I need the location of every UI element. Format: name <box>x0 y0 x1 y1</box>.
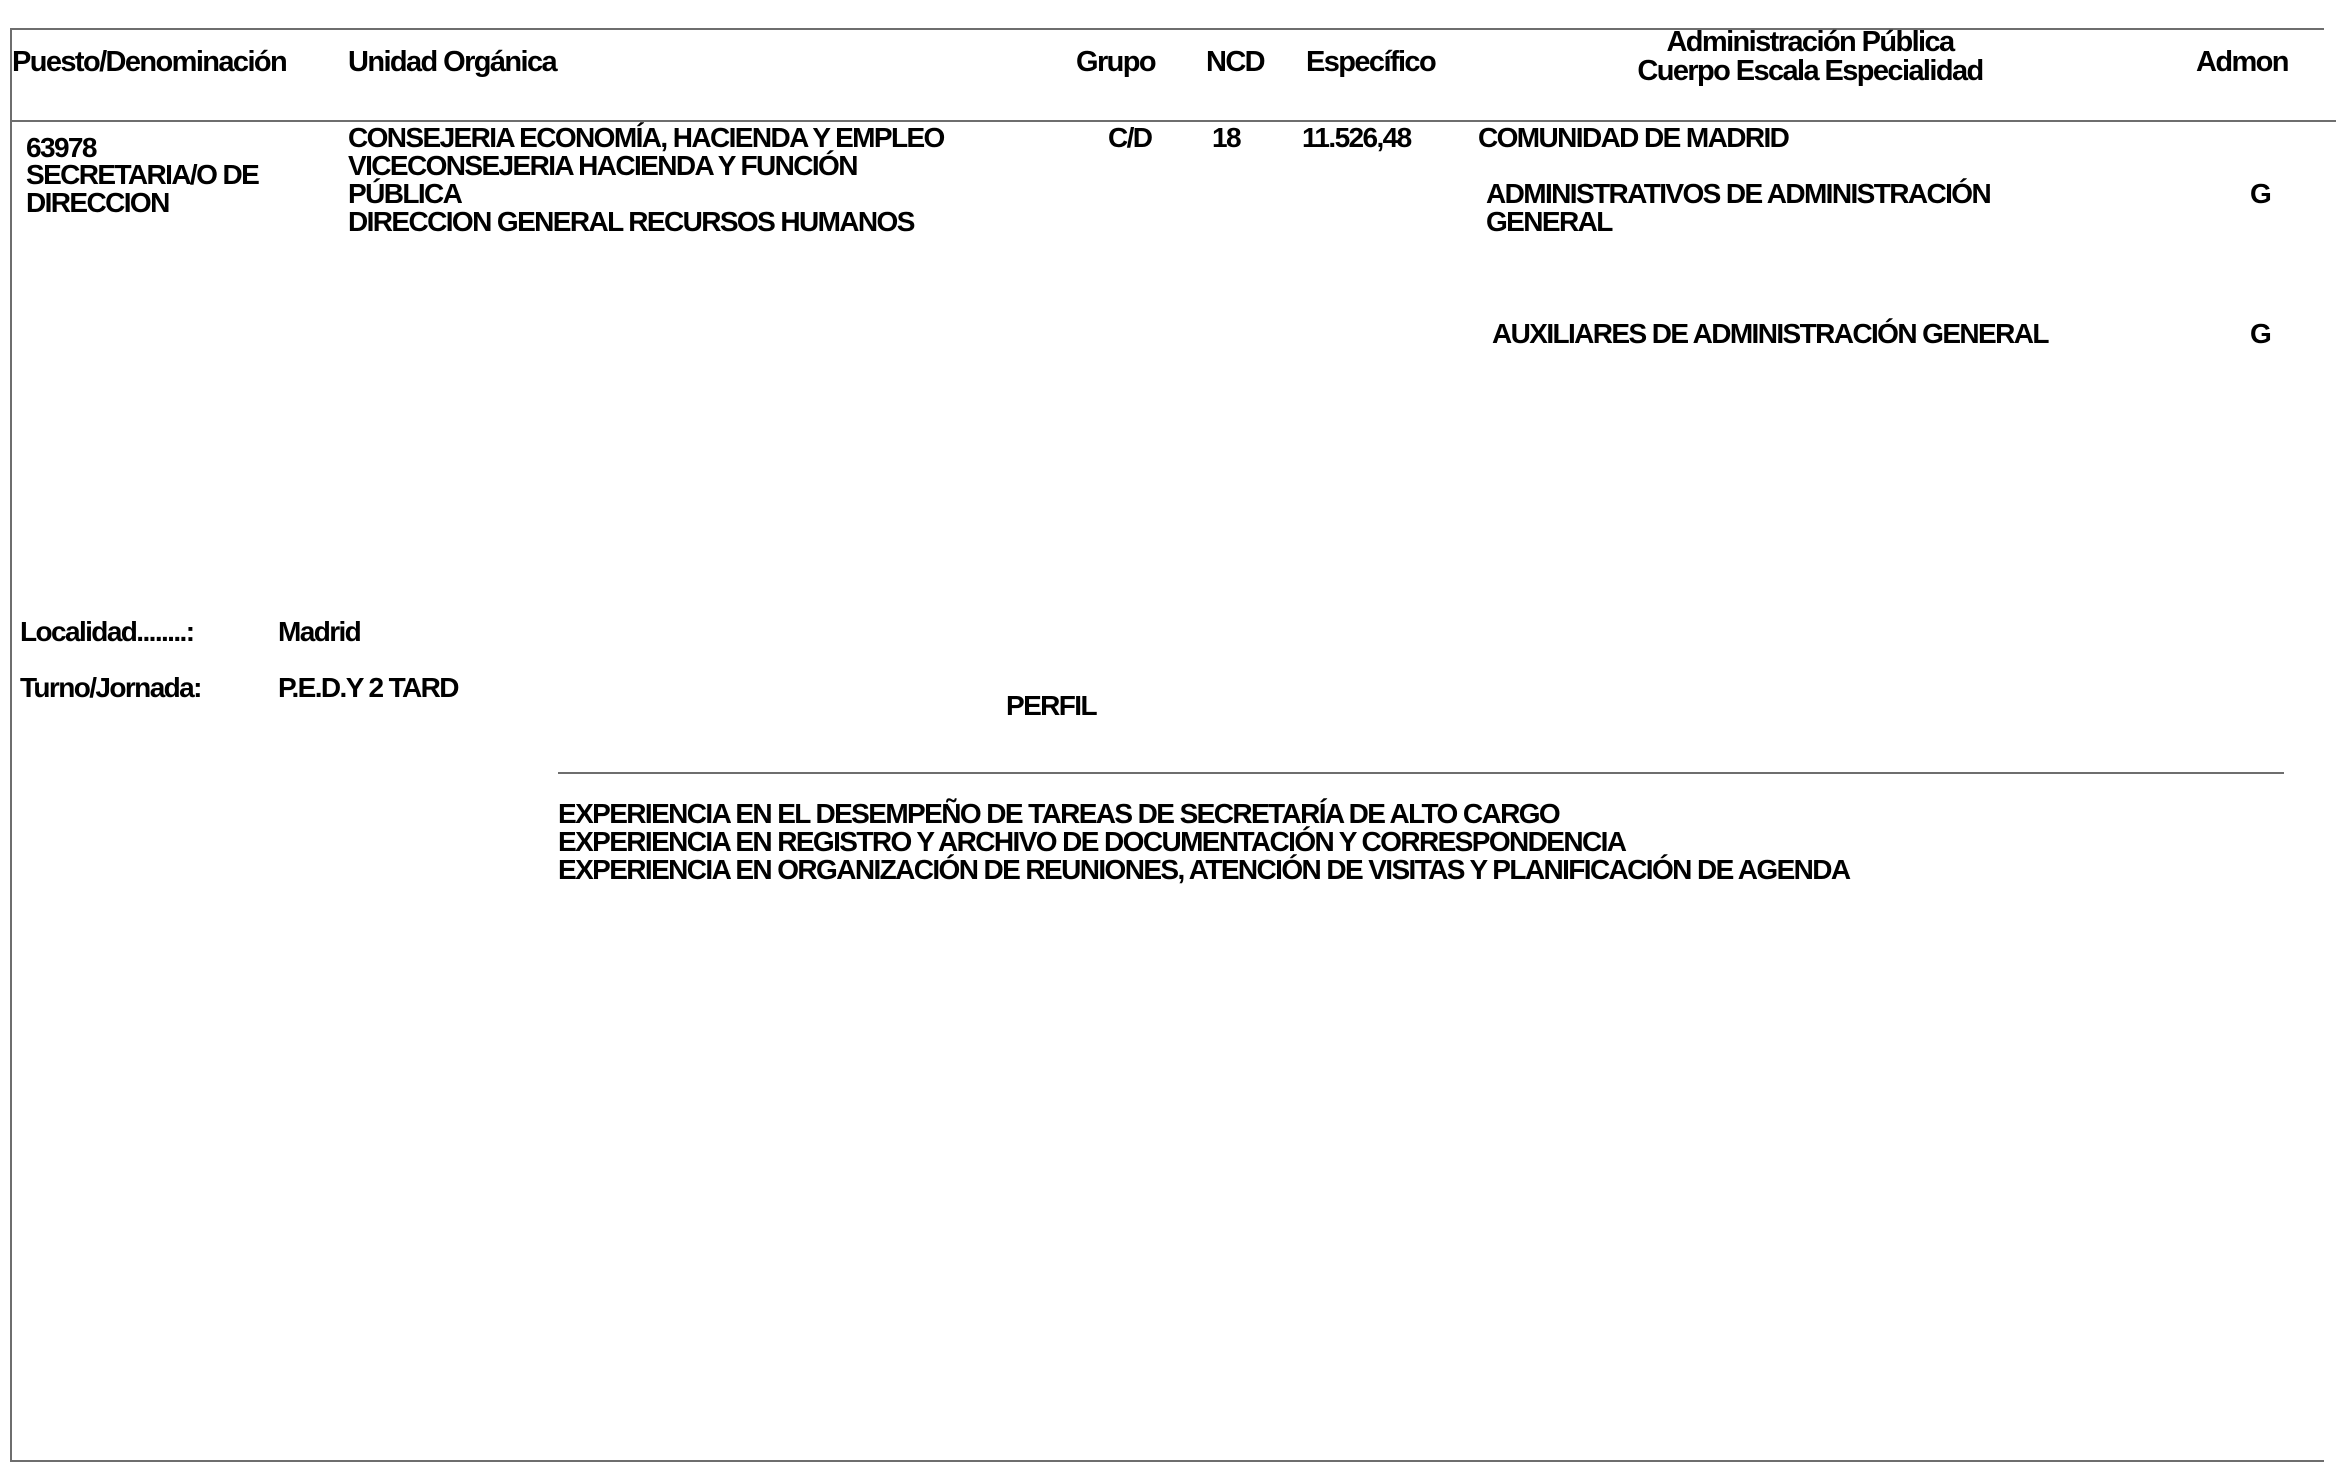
record-grupo: C/D <box>1108 122 1152 153</box>
document-frame <box>10 28 2324 1462</box>
header-admin-line1: Administración Pública <box>1666 26 1954 58</box>
record-unidad-line: CONSEJERIA ECONOMÍA, HACIENDA Y EMPLEO <box>348 122 944 153</box>
perfil-title: PERFIL <box>1006 690 1096 721</box>
header-unidad: Unidad Orgánica <box>348 46 557 78</box>
perfil-line: EXPERIENCIA EN ORGANIZACIÓN DE REUNIONES, ATENCIÓN DE VISITAS Y PLANIFICACIÓN DE AGENDA <box>558 854 1850 885</box>
record-ncd: 18 <box>1212 122 1240 153</box>
header-grupo: Grupo <box>1076 46 1155 78</box>
record-unidad-line: VICECONSEJERIA HACIENDA Y FUNCIÓN <box>348 150 857 181</box>
record-cuerpo-line1: ADMINISTRATIVOS DE ADMINISTRACIÓN <box>1486 178 1991 209</box>
header-admon: Admon <box>2196 46 2288 78</box>
record-denominacion-line2: DIRECCION <box>26 187 169 218</box>
perfil-line: EXPERIENCIA EN EL DESEMPEÑO DE TAREAS DE SECRETARÍA DE ALTO CARGO <box>558 798 1560 829</box>
header-puesto: Puesto/Denominación <box>12 46 287 78</box>
header-administracion <box>1560 28 2060 86</box>
record-administracion: COMUNIDAD DE MADRID <box>1478 122 1789 153</box>
record-cuerpo-line2: GENERAL <box>1486 206 1612 237</box>
record-unidad-line: DIRECCION GENERAL RECURSOS HUMANOS <box>348 206 914 237</box>
localidad-value: Madrid <box>278 616 361 647</box>
header-admin-line2: Cuerpo Escala Especialidad <box>1637 55 1983 87</box>
record-cuerpo-line1: AUXILIARES DE ADMINISTRACIÓN GENERAL <box>1492 318 2048 349</box>
perfil-line: EXPERIENCIA EN REGISTRO Y ARCHIVO DE DOCUMENTACIÓN Y CORRESPONDENCIA <box>558 826 1626 857</box>
localidad-label: Localidad........: <box>20 616 194 647</box>
perfil-divider <box>558 772 2284 774</box>
turno-value: P.E.D.Y 2 TARD <box>278 672 458 703</box>
header-especifico: Específico <box>1306 46 1436 78</box>
record-code: 63978 <box>26 132 96 163</box>
record-denominacion-line1: SECRETARIA/O DE <box>26 159 259 190</box>
header-ncd: NCD <box>1206 46 1265 78</box>
record-cuerpo-admon: G <box>2250 318 2271 349</box>
record-especifico: 11.526,48 <box>1302 122 1411 153</box>
record-cuerpo-admon: G <box>2250 178 2271 209</box>
turno-label: Turno/Jornada: <box>20 672 201 703</box>
record-unidad-line: PÚBLICA <box>348 178 462 209</box>
